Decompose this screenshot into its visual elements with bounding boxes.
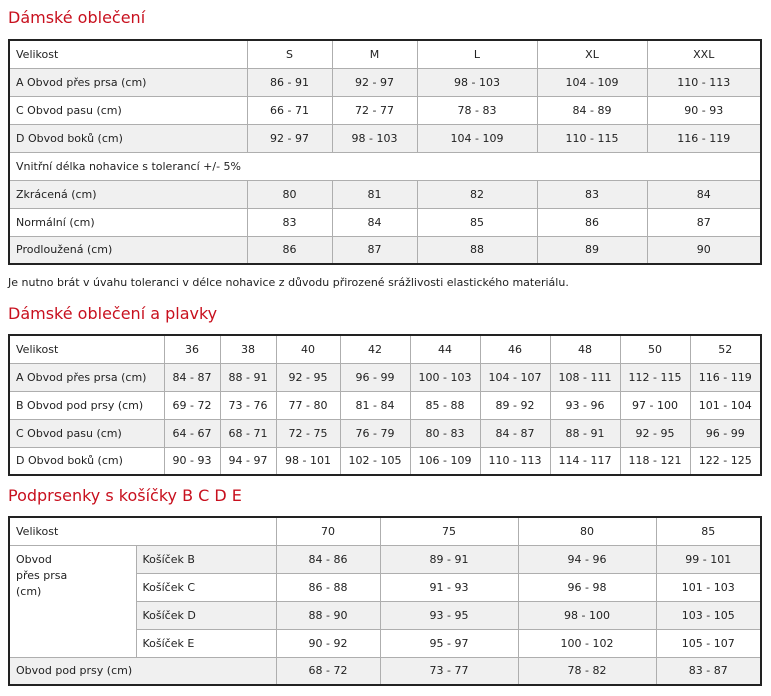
table-row bbox=[9, 363, 761, 391]
row-label: C Obvod pasu (cm) bbox=[9, 419, 164, 447]
table-row bbox=[9, 96, 761, 124]
table-cell: 84 - 86 bbox=[276, 545, 380, 573]
table-row bbox=[9, 124, 761, 152]
header-cell: Velikost bbox=[9, 40, 247, 68]
table-cell: 87 bbox=[332, 236, 417, 264]
table-cell: 83 bbox=[247, 208, 332, 236]
table-cell: 68 - 72 bbox=[276, 657, 380, 685]
table-cell: 76 - 79 bbox=[340, 419, 410, 447]
section-title-womens-clothing-swimwear: Dámské oblečení a plavky bbox=[8, 304, 218, 323]
table-cell: 87 bbox=[647, 208, 761, 236]
table-cell: 84 bbox=[647, 180, 761, 208]
table-cell: 90 - 93 bbox=[164, 447, 220, 475]
table-cell: 89 - 91 bbox=[380, 545, 518, 573]
table-cell: 85 bbox=[417, 208, 537, 236]
header-cell: M bbox=[332, 40, 417, 68]
table-cell: 98 - 103 bbox=[417, 68, 537, 96]
table-cell: 96 - 99 bbox=[690, 419, 761, 447]
header-cell: 50 bbox=[620, 335, 690, 363]
row-label: Prodloužená (cm) bbox=[9, 236, 247, 264]
table-cell: 84 - 89 bbox=[537, 96, 647, 124]
table-cell: 69 - 72 bbox=[164, 391, 220, 419]
table-cell: 106 - 109 bbox=[410, 447, 480, 475]
table-cell: 73 - 76 bbox=[220, 391, 276, 419]
inseam-tolerance-subheading: Vnitřní délka nohavice s tolerancí +/- 5% bbox=[9, 152, 761, 180]
table-cell: 81 - 84 bbox=[340, 391, 410, 419]
cup-label: Košíček B bbox=[136, 545, 276, 573]
table-header-row bbox=[9, 335, 761, 363]
header-cell: 48 bbox=[550, 335, 620, 363]
table-cell: 88 - 91 bbox=[550, 419, 620, 447]
table-cell: 93 - 95 bbox=[380, 601, 518, 629]
row-label: Zkrácená (cm) bbox=[9, 180, 247, 208]
table-cell: 83 bbox=[537, 180, 647, 208]
table-cell: 88 - 91 bbox=[220, 363, 276, 391]
table-cell: 93 - 96 bbox=[550, 391, 620, 419]
header-cell: 52 bbox=[690, 335, 761, 363]
table-cell: 89 - 92 bbox=[480, 391, 550, 419]
header-cell: Velikost bbox=[9, 335, 164, 363]
header-cell: L bbox=[417, 40, 537, 68]
table-row bbox=[9, 391, 761, 419]
table-cell: 72 - 75 bbox=[276, 419, 340, 447]
header-cell: Velikost bbox=[9, 517, 276, 545]
table-cell: 86 bbox=[537, 208, 647, 236]
header-cell: 40 bbox=[276, 335, 340, 363]
table-cell: 100 - 103 bbox=[410, 363, 480, 391]
bra-size-table bbox=[8, 516, 762, 686]
table-cell: 94 - 96 bbox=[518, 545, 656, 573]
table-cell: 86 - 91 bbox=[247, 68, 332, 96]
cup-label: Košíček C bbox=[136, 573, 276, 601]
table-cell: 91 - 93 bbox=[380, 573, 518, 601]
table-cell: 64 - 67 bbox=[164, 419, 220, 447]
table-cell: 92 - 97 bbox=[247, 124, 332, 152]
table-row bbox=[9, 180, 761, 208]
cup-label: Košíček D bbox=[136, 601, 276, 629]
table-header-row bbox=[9, 517, 761, 545]
table-cell: 101 - 103 bbox=[656, 573, 761, 601]
table-cell: 122 - 125 bbox=[690, 447, 761, 475]
header-cell: 85 bbox=[656, 517, 761, 545]
header-cell: 80 bbox=[518, 517, 656, 545]
table-cell: 116 - 119 bbox=[647, 124, 761, 152]
table-cell: 104 - 109 bbox=[537, 68, 647, 96]
table-cell: 88 bbox=[417, 236, 537, 264]
header-cell: 75 bbox=[380, 517, 518, 545]
table-cell: 110 - 115 bbox=[537, 124, 647, 152]
table-cell: 92 - 95 bbox=[276, 363, 340, 391]
row-label: B Obvod pod prsy (cm) bbox=[9, 391, 164, 419]
inseam-tolerance-note: Je nutno brát v úvahu toleranci v délce nohavice z důvodu přirozené srážlivosti elastického materiálu. bbox=[8, 276, 569, 289]
table-cell: 90 bbox=[647, 236, 761, 264]
table-row bbox=[9, 68, 761, 96]
bust-circumference-group-label bbox=[9, 545, 136, 657]
table-cell: 83 - 87 bbox=[656, 657, 761, 685]
table-cell: 84 - 87 bbox=[480, 419, 550, 447]
table-cell: 112 - 115 bbox=[620, 363, 690, 391]
header-cell: 46 bbox=[480, 335, 550, 363]
table-cell: 100 - 102 bbox=[518, 629, 656, 657]
row-label: D Obvod boků (cm) bbox=[9, 124, 247, 152]
table-cell: 72 - 77 bbox=[332, 96, 417, 124]
header-cell: 42 bbox=[340, 335, 410, 363]
table-cell: 80 - 83 bbox=[410, 419, 480, 447]
header-cell: XL bbox=[537, 40, 647, 68]
table-cell: 116 - 119 bbox=[690, 363, 761, 391]
section-title-womens-clothing: Dámské oblečení bbox=[8, 8, 146, 27]
table-cell: 77 - 80 bbox=[276, 391, 340, 419]
table-cell: 108 - 111 bbox=[550, 363, 620, 391]
table-cell: 105 - 107 bbox=[656, 629, 761, 657]
table-cell: 86 bbox=[247, 236, 332, 264]
group-label-line: Obvod bbox=[16, 552, 52, 566]
table-cell: 99 - 101 bbox=[656, 545, 761, 573]
table-cell: 84 bbox=[332, 208, 417, 236]
table-cell: 96 - 99 bbox=[340, 363, 410, 391]
group-label-line: přes prsa bbox=[16, 568, 68, 582]
table-cell: 95 - 97 bbox=[380, 629, 518, 657]
row-label: D Obvod boků (cm) bbox=[9, 447, 164, 475]
table-cell: 68 - 71 bbox=[220, 419, 276, 447]
table-cell: 103 - 105 bbox=[656, 601, 761, 629]
table-cell: 101 - 104 bbox=[690, 391, 761, 419]
table-cell: 118 - 121 bbox=[620, 447, 690, 475]
table-cell: 78 - 83 bbox=[417, 96, 537, 124]
row-label: Normální (cm) bbox=[9, 208, 247, 236]
cup-label: Košíček E bbox=[136, 629, 276, 657]
table-cell: 66 - 71 bbox=[247, 96, 332, 124]
header-cell: 70 bbox=[276, 517, 380, 545]
table-cell: 90 - 92 bbox=[276, 629, 380, 657]
table-cell: 86 - 88 bbox=[276, 573, 380, 601]
table-row bbox=[9, 447, 761, 475]
header-cell: 38 bbox=[220, 335, 276, 363]
table-cell: 82 bbox=[417, 180, 537, 208]
row-label: C Obvod pasu (cm) bbox=[9, 96, 247, 124]
table-cell: 88 - 90 bbox=[276, 601, 380, 629]
table-row bbox=[9, 419, 761, 447]
table-cell: 92 - 95 bbox=[620, 419, 690, 447]
table-row bbox=[9, 236, 761, 264]
table-subheading-row bbox=[9, 152, 761, 180]
womens-swimwear-size-table bbox=[8, 334, 762, 476]
table-cell: 73 - 77 bbox=[380, 657, 518, 685]
table-cell: 110 - 113 bbox=[647, 68, 761, 96]
table-header-row bbox=[9, 40, 761, 68]
table-cell: 104 - 107 bbox=[480, 363, 550, 391]
table-row bbox=[9, 657, 761, 685]
table-cell: 110 - 113 bbox=[480, 447, 550, 475]
table-row bbox=[9, 545, 761, 573]
table-cell: 98 - 101 bbox=[276, 447, 340, 475]
row-label: A Obvod přes prsa (cm) bbox=[9, 68, 247, 96]
table-cell: 78 - 82 bbox=[518, 657, 656, 685]
table-cell: 104 - 109 bbox=[417, 124, 537, 152]
header-cell: XXL bbox=[647, 40, 761, 68]
table-cell: 84 - 87 bbox=[164, 363, 220, 391]
womens-clothing-size-table bbox=[8, 39, 762, 265]
row-label: Obvod pod prsy (cm) bbox=[9, 657, 276, 685]
table-cell: 85 - 88 bbox=[410, 391, 480, 419]
table-cell: 96 - 98 bbox=[518, 573, 656, 601]
table-cell: 92 - 97 bbox=[332, 68, 417, 96]
section-title-bras: Podprsenky s košíčky B C D E bbox=[8, 486, 242, 505]
header-cell: 44 bbox=[410, 335, 480, 363]
table-cell: 102 - 105 bbox=[340, 447, 410, 475]
table-cell: 98 - 100 bbox=[518, 601, 656, 629]
table-cell: 114 - 117 bbox=[550, 447, 620, 475]
header-cell: S bbox=[247, 40, 332, 68]
table-cell: 81 bbox=[332, 180, 417, 208]
table-cell: 80 bbox=[247, 180, 332, 208]
row-label: A Obvod přes prsa (cm) bbox=[9, 363, 164, 391]
table-cell: 97 - 100 bbox=[620, 391, 690, 419]
table-cell: 98 - 103 bbox=[332, 124, 417, 152]
table-cell: 90 - 93 bbox=[647, 96, 761, 124]
table-cell: 89 bbox=[537, 236, 647, 264]
header-cell: 36 bbox=[164, 335, 220, 363]
table-row bbox=[9, 208, 761, 236]
table-cell: 94 - 97 bbox=[220, 447, 276, 475]
group-label-line: (cm) bbox=[16, 584, 42, 598]
